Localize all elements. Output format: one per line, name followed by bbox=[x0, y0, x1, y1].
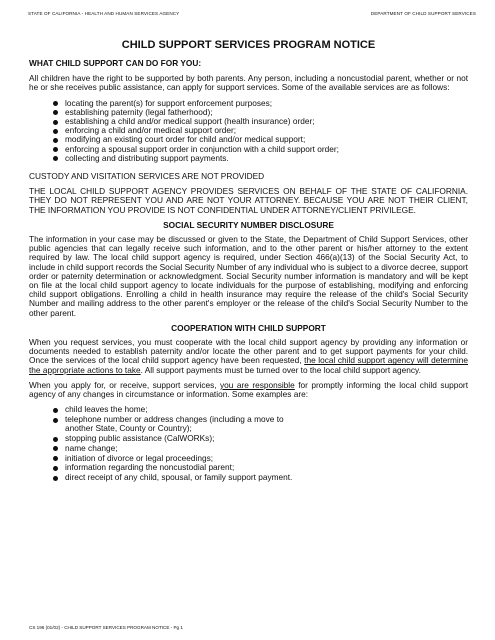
list-item: child leaves the home; bbox=[53, 405, 468, 414]
bullet-icon bbox=[53, 476, 58, 481]
agency-notice: THE LOCAL CHILD SUPPORT AGENCY PROVIDES SERVICES ON BEHALF OF THE STATE OF CALIFORNIA. THEY DO NOT REPRESENT YOU AND ARE NOT YOUR ATTORNEY. BECAUSE YOU ARE NOT THEIR CLIENT, THE INFORMATION YOU PROVIDE IS NOT CONFIDENTIAL UNDER ATTORNEY/CLIENT PRIVILEGE. bbox=[29, 186, 468, 215]
list-item: direct receipt of any child, spousal, or family support payment. bbox=[53, 473, 468, 482]
list-item: information regarding the noncustodial parent; bbox=[53, 463, 468, 472]
bullet-icon bbox=[53, 418, 58, 423]
bullet-icon bbox=[53, 437, 58, 442]
changes-list bbox=[29, 405, 468, 482]
bullet-icon bbox=[53, 110, 58, 115]
header-agency: STATE OF CALIFORNIA - HEALTH AND HUMAN SERVICES AGENCY bbox=[28, 11, 180, 16]
document-body bbox=[29, 39, 468, 483]
services-list bbox=[29, 99, 468, 163]
page-title: CHILD SUPPORT SERVICES PROGRAM NOTICE bbox=[121, 39, 376, 51]
bullet-icon bbox=[53, 446, 58, 451]
list-item: enforcing a spousal support order in conjunction with a child support order; bbox=[53, 145, 468, 154]
list-item: locating the parent(s) for support enforcement purposes; bbox=[53, 99, 468, 108]
list-item: establishing a child and/or medical support (health insurance) order; bbox=[53, 117, 468, 126]
bullet-icon bbox=[53, 129, 58, 134]
footer-form-id: CS 196 (01/02) - CHILD SUPPORT SERVICES PROGRAM NOTICE - Pg 1 bbox=[29, 625, 183, 630]
list-item: name change; bbox=[53, 444, 468, 453]
bullet-icon bbox=[53, 120, 58, 125]
bullet-icon bbox=[53, 101, 58, 106]
bullet-icon bbox=[53, 456, 58, 461]
intro-paragraph: All children have the right to be supported by both parents. Any person, including a noncustodial parent, whether or not he or she receives public assistance, can apply for support services. Some of the available services are as follows: bbox=[29, 73, 468, 93]
list-item: enforcing a child and/or medical support order; bbox=[53, 126, 468, 135]
bullet-icon bbox=[53, 138, 58, 143]
cooperation-paragraph-1: When you request services, you must cooperate with the local child support agency by providing any information or documents needed to establish paternity and/or locate the other parent and to get support payments for your child. Once the services of the local child support agency have been requested, the local child support agency will determine the appropriate actions to take. All support payments must be turned over to the local child support agency. bbox=[29, 337, 469, 375]
list-item: telephone number or address changes (including a move to another State, County or Country); bbox=[53, 415, 305, 433]
bullet-icon bbox=[53, 147, 58, 152]
bullet-icon bbox=[53, 466, 58, 471]
cooperation-heading: COOPERATION WITH CHILD SUPPORT bbox=[171, 322, 326, 333]
bullet-icon bbox=[53, 408, 58, 413]
ssn-paragraph: The information in your case may be discussed or given to the State, the Department of Child Support Services, other public agencies that can legally receive such information, and to the other parent or his/her attorney to the extent required by law. The local child support agency is required, under Section 466(a)(13) of the Social Security Act, to include in child support records the Social Security Number of any individual who is subject to a divorce decree, support order or paternity determination or acknowledgment. Social Security number information is mandatory and will be kept on file at the local child support agency to locate individuals for the purpose of establishing, modifying and enforcing child support obligations. Enrolling a child in health insurance may require the release of the child's Social Security Number and mailing address to the other parent's employer or the release of the child's Social Security Number to the other parent. bbox=[29, 234, 468, 318]
underlined-phrase: the local child support agency will determine the appropriate actions to take bbox=[29, 355, 469, 375]
list-item: stopping public assistance (CalWORKs); bbox=[53, 434, 468, 443]
custody-notice: CUSTODY AND VISITATION SERVICES ARE NOT PROVIDED bbox=[29, 171, 265, 182]
list-item: modifying an existing court order for child and/or medical support; bbox=[53, 135, 468, 144]
list-item: establishing paternity (legal fatherhood); bbox=[53, 108, 468, 117]
underlined-phrase: you are responsible bbox=[220, 379, 295, 390]
list-item: initiation of divorce or legal proceedings; bbox=[53, 454, 468, 463]
list-item: collecting and distributing support payments. bbox=[53, 154, 468, 163]
cooperation-paragraph-2: When you apply for, or receive, support services, you are responsible for promptly informing the local child support agency of any changes in circumstance or information. Some examples are: bbox=[29, 379, 469, 400]
ssn-heading: SOCIAL SECURITY NUMBER DISCLOSURE bbox=[163, 219, 334, 230]
header-department: DEPARTMENT OF CHILD SUPPORT SERVICES bbox=[370, 11, 476, 16]
bullet-icon bbox=[53, 156, 58, 161]
section-heading-what-child-support: WHAT CHILD SUPPORT CAN DO FOR YOU: bbox=[29, 58, 202, 68]
